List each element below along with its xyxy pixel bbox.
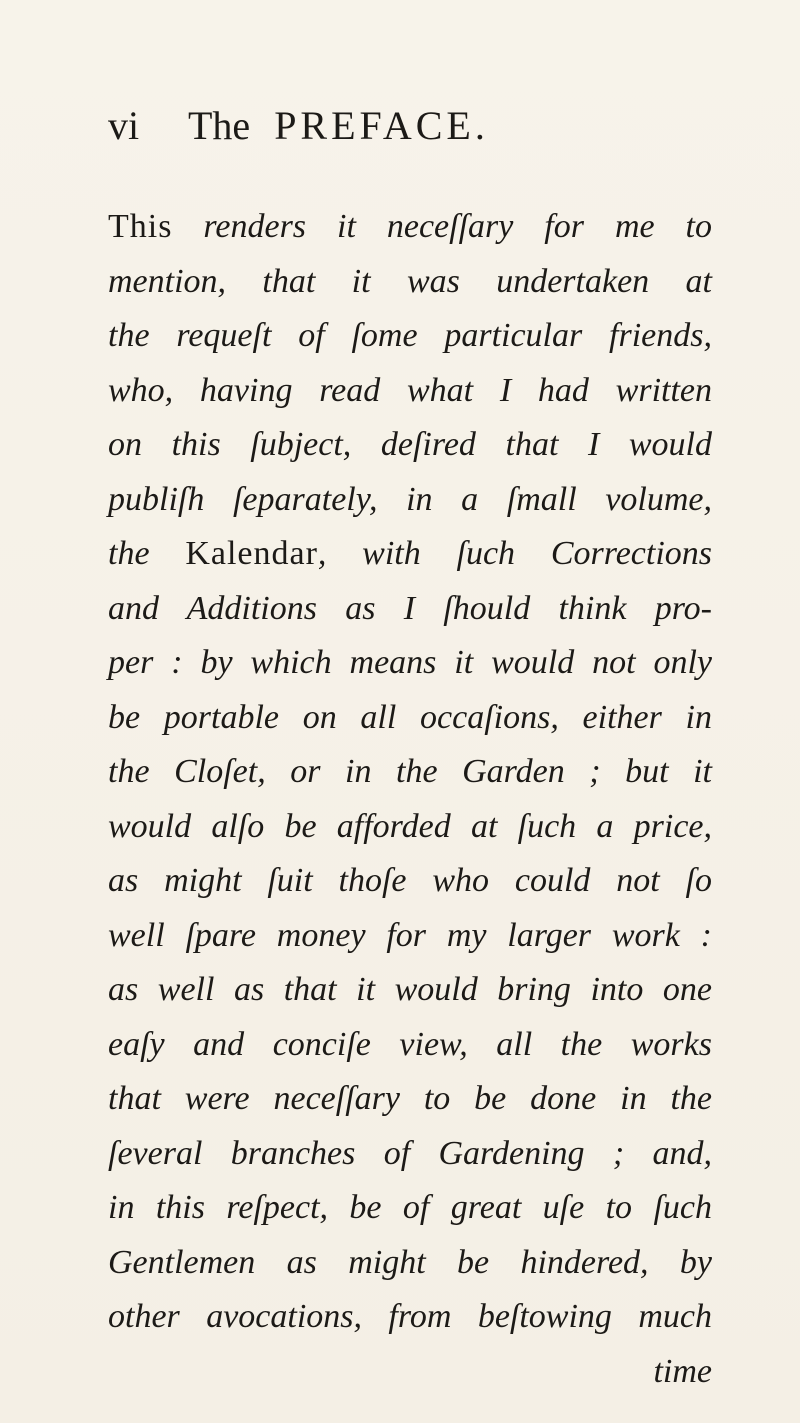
text-line-7: the Kalendar, with ſuch Corrections bbox=[108, 535, 712, 572]
text-line-15: as well as that it would bring into one bbox=[108, 971, 712, 1008]
text-line-11: the Cloſet, or in the Garden ; but it bbox=[108, 753, 712, 790]
text-line-6: publiſh ſeparately, in a ſmall volume, bbox=[108, 480, 712, 518]
text-line-10: be portable on all occaſions, either in bbox=[108, 698, 712, 736]
text-line-14: well ſpare money for my larger work : bbox=[108, 916, 712, 954]
text-line-1: This renders it neceſſary for me to bbox=[108, 208, 712, 245]
text-line-5: on this ſubject, deſired that I would bbox=[108, 426, 712, 463]
text-line-9: per : by which means it would not only bbox=[108, 644, 712, 681]
text-line-18: ſeveral branches of Gardening ; and, bbox=[108, 1134, 712, 1172]
text-line-12: would alſo be afforded at ſuch a price, bbox=[108, 807, 712, 845]
opening-word: This bbox=[108, 208, 173, 245]
text-line-21: other avocations, from beſtowing much bbox=[108, 1298, 712, 1335]
running-head-title-the: The bbox=[188, 103, 251, 148]
text-line-4: who, having read what I had written bbox=[108, 371, 712, 409]
page-number: vi bbox=[108, 103, 140, 148]
text-line-2: mention, that it was undertaken at bbox=[108, 262, 712, 300]
preface-body-text bbox=[108, 200, 712, 1399]
text-line-16: eaſy and conciſe view, all the works bbox=[108, 1025, 712, 1063]
running-head-title-preface: PREFACE. bbox=[274, 103, 489, 148]
text-line-20: Gentlemen as might be hindered, by bbox=[108, 1243, 712, 1281]
text-line-13: as might ſuit thoſe who could not ſo bbox=[108, 862, 712, 899]
catchword: time bbox=[653, 1352, 712, 1390]
kalendar-word: Kalendar bbox=[185, 535, 318, 572]
text-line-3: the requeſt of ſome particular friends, bbox=[108, 317, 712, 354]
text-line-8: and Additions as I ſhould think pro- bbox=[108, 589, 712, 627]
text-line-19: in this reſpect, be of great uſe to ſuch bbox=[108, 1189, 712, 1226]
text-line-17: that were neceſſary to be done in the bbox=[108, 1080, 712, 1117]
running-head bbox=[108, 96, 748, 156]
